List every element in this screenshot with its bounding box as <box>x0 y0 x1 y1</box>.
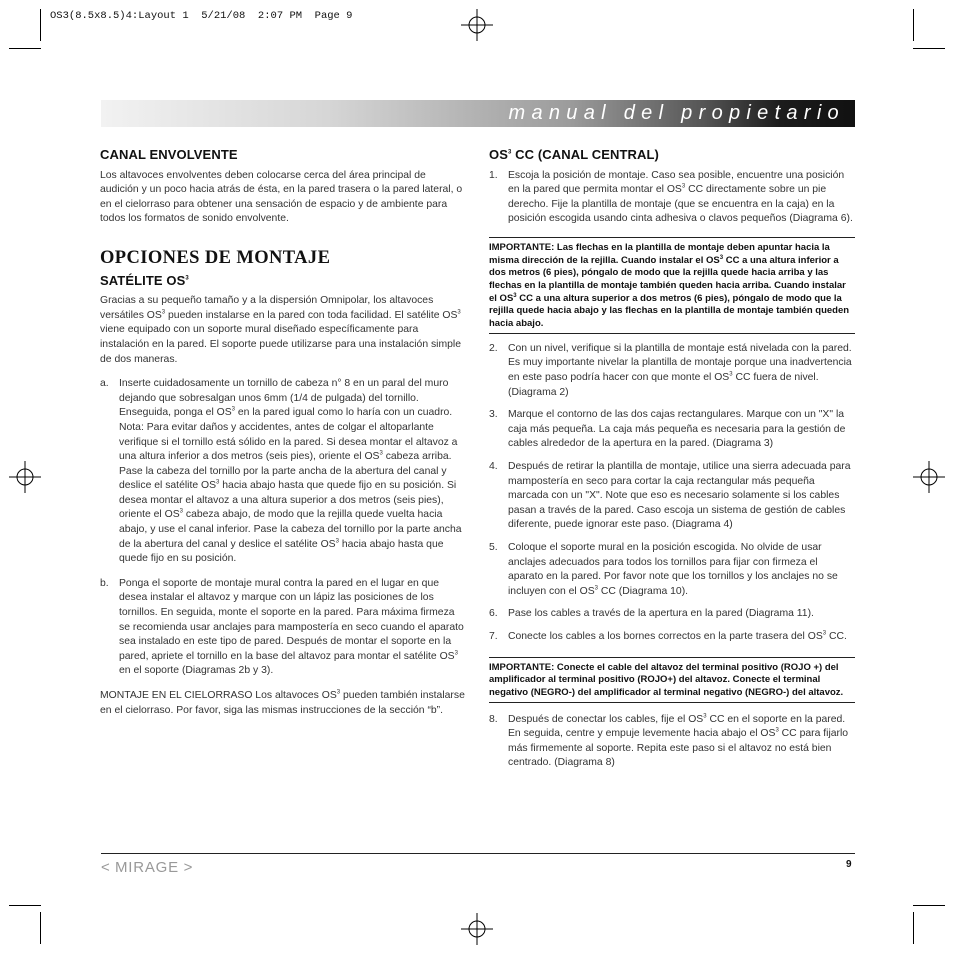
crop-mark-icon <box>9 48 41 49</box>
left-column <box>100 148 466 718</box>
list-item: 3. Marque el contorno de las dos cajas rectangulares. Marque con un "X" la caja más pequeña. La caja más pequeña es necesaria para la gestión de cables alrededor de la apertura en la pared. (Diagrama 3) <box>489 409 846 450</box>
registration-mark-icon <box>461 9 493 41</box>
important-note-rejilla: IMPORTANTE: Las flechas en la plantilla de montaje deben apuntar hacia la misma dirección de la rejilla. Cuando instalar el $OS^3$ CC a una altura inferior a dos metros (6 pies), póngalo de modo que la rejilla quede hacia arriba y las flechas en la plantilla de montaje también queden hacia arriba. Cuando instalar el $OS^3$ CC a una altura superior a dos metros (6 pies), póngalo de modo que la rejilla quede hacia abajo y las flechas en la plantilla de montaje también queden hacia abajo. <box>489 237 855 334</box>
canal-envolvente-heading: CANAL ENVOLVENTE <box>100 147 238 162</box>
header-title: manual del propietario <box>508 102 845 124</box>
crop-mark-icon <box>913 48 945 49</box>
list-item: 2. Con un nivel, verifique si la plantilla de montaje está nivelada con la pared. Es muy importante nivelar la plantilla de montaje porque una inadvertencia en este paso podría hacer con que monte el $OS^3$ CC fuera de nivel. (Diagrama 2) <box>489 342 852 398</box>
crop-mark-icon <box>913 912 914 944</box>
important-note-cables: IMPORTANTE: Conecte el cable del altavoz del terminal positivo (ROJO +) del amplificador al terminal positivo (ROJO+) del altavoz. Conecte el terminal negativo (NEGRO-) del amplificador al terminal negativo (NEGRO-) del altavoz. <box>489 657 855 703</box>
satelite-heading: SATÉLITE $OS^3$ <box>100 272 189 288</box>
canal-envolvente-text: Los altavoces envolventes deben colocarse cerca del área principal de audición y un poco hacia atrás de ésta, en la pared trasera o la pared lateral, o en el cielorraso para obtener una sensación de espacio y de ambiente para todos los formatos de sonido envolvente. <box>100 169 463 225</box>
os3-cc-heading: $OS^3$ CC (CANAL CENTRAL) <box>489 147 659 162</box>
print-slug: OS3(8.5x8.5)4:Layout 1 5/21/08 2:07 PM Page 9 <box>50 10 353 22</box>
list-item: 1. Escoja la posición de montaje. Caso sea posible, encuentre una posición en la pared que permita montar el $OS^3$ CC directamente sobre un pie derecho. Fije la plantilla de montaje (que se encuentra en la caja) en la posición escogida usando cinta adhesiva o clavos pequeños (Diagrama 6). <box>489 169 853 225</box>
crop-mark-icon <box>913 905 945 906</box>
montaje-cielorraso: MONTAJE EN EL CIELORRASO Los altavoces $OS^3$ pueden también instalarse en el cielorraso. Por favor, siga las mismas instrucciones de la sección “b”. <box>100 689 465 716</box>
list-item: 6. Pase los cables a través de la apertura en la pared (Diagrama 11). <box>489 608 814 620</box>
list-item: 8. Después de conectar los cables, fije el $OS^3$ CC en el soporte en la pared. En seguida, centre y empuje levemente hacia abajo el $OS^3$ CC para fijarlo más firmemente al soporte. Repita este paso si el altavoz no está bien centrado. (Diagrama 8) <box>489 713 849 769</box>
page-number: 9 <box>846 859 852 870</box>
list-item: 7. Conecte los cables a los bornes correctos en la parte trasera del $OS^3$ CC. <box>489 630 847 642</box>
registration-mark-icon <box>9 461 41 493</box>
list-item: a. Inserte cuidadosamente un tornillo de cabeza n° 8 en un paral del muro dejando que sobresalgan unos 6mm (1/4 de pulgada) del tornillo. Enseguida, ponga el $OS^3$ en la pared igual como lo haría con un cuadro. Nota: Para evitar daños y accidentes, antes de colgar el altoparlante verifique si el tornillo está sólido en la pared. Si desea montar el altavoz a una altura inferior a dos metros (seis pies), oriente el $OS^3$ cabeza arriba. Pase la cabeza del tornillo por la parte ancha de la abertura del canal y deslice el satélite $OS^3$ hacia abajo hasta que quede fijo en su posición. Si desea montar el altavoz a una altura superior a dos metros (seis pies), oriente el $OS^3$ cabeza abajo, de modo que la rejilla quede vuelta hacia abajo, y use el canal inferior. Pase la cabeza del tornillo por la parte ancha de la abertura del canal y deslice el satélite $OS^3$ hacia abajo hasta que quede fijo en su posición. <box>100 378 462 565</box>
crop-mark-icon <box>40 9 41 41</box>
crop-mark-icon <box>913 9 914 41</box>
list-item: 4. Después de retirar la plantilla de montaje, utilice una sierra adecuada para mampostería en seco para cortar la caja rectangular más pequeña marcada con un "X". Note que eso es necesario solamente si los cables pasan a través de la pared. Caso escoja un sistema de gestión de cables diferente, puede ignorar este paso. (Diagrama 4) <box>489 461 851 531</box>
registration-mark-icon <box>461 913 493 945</box>
header-bar <box>101 100 855 127</box>
list-item: b. Ponga el soporte de montaje mural contra la pared en el lugar en que desea instalar el altavoz y marque con un lápiz las posiciones de los tornillos. En seguida, monte el soporte en la pared. Para máxima firmeza se recomienda usar anclajes para mampostería en seco cuando el aparato sea instalado en este tipo de pared. Después de montar el soporte en la pared, apriete el tornillo en la base del altavoz para montar el satélite $OS^3$ en el soporte (Diagramas 2b y 3). <box>100 577 464 677</box>
satelite-intro: Gracias a su pequeño tamaño y a la dispersión Omnipolar, los altavoces versátiles $OS^3$ pueden instalarse en la pared con toda facilidad. El satélite $OS^3$ viene equipado con un soporte mural diseñado específicamente para instalación en la pared. El soporte puede utilizarse para una instalación simple de dos maneras. <box>100 295 462 365</box>
list-item: 5. Coloque el soporte mural en la posición escogida. No olvide de usar anclajes adecuados para todos los tornillos para fijar con firmeza el aparato en la pared. Por favor note que los tornillos y los anclajes no se incluyen con el $OS^3$ CC (Diagrama 10). <box>489 542 838 597</box>
crop-mark-icon <box>40 912 41 944</box>
opciones-heading: OPCIONES DE MONTAJE <box>100 247 331 268</box>
footer-divider <box>101 853 855 854</box>
registration-mark-icon <box>913 461 945 493</box>
crop-mark-icon <box>9 905 41 906</box>
mirage-logo: < MIRAGE > <box>101 859 193 876</box>
right-column <box>489 148 855 771</box>
